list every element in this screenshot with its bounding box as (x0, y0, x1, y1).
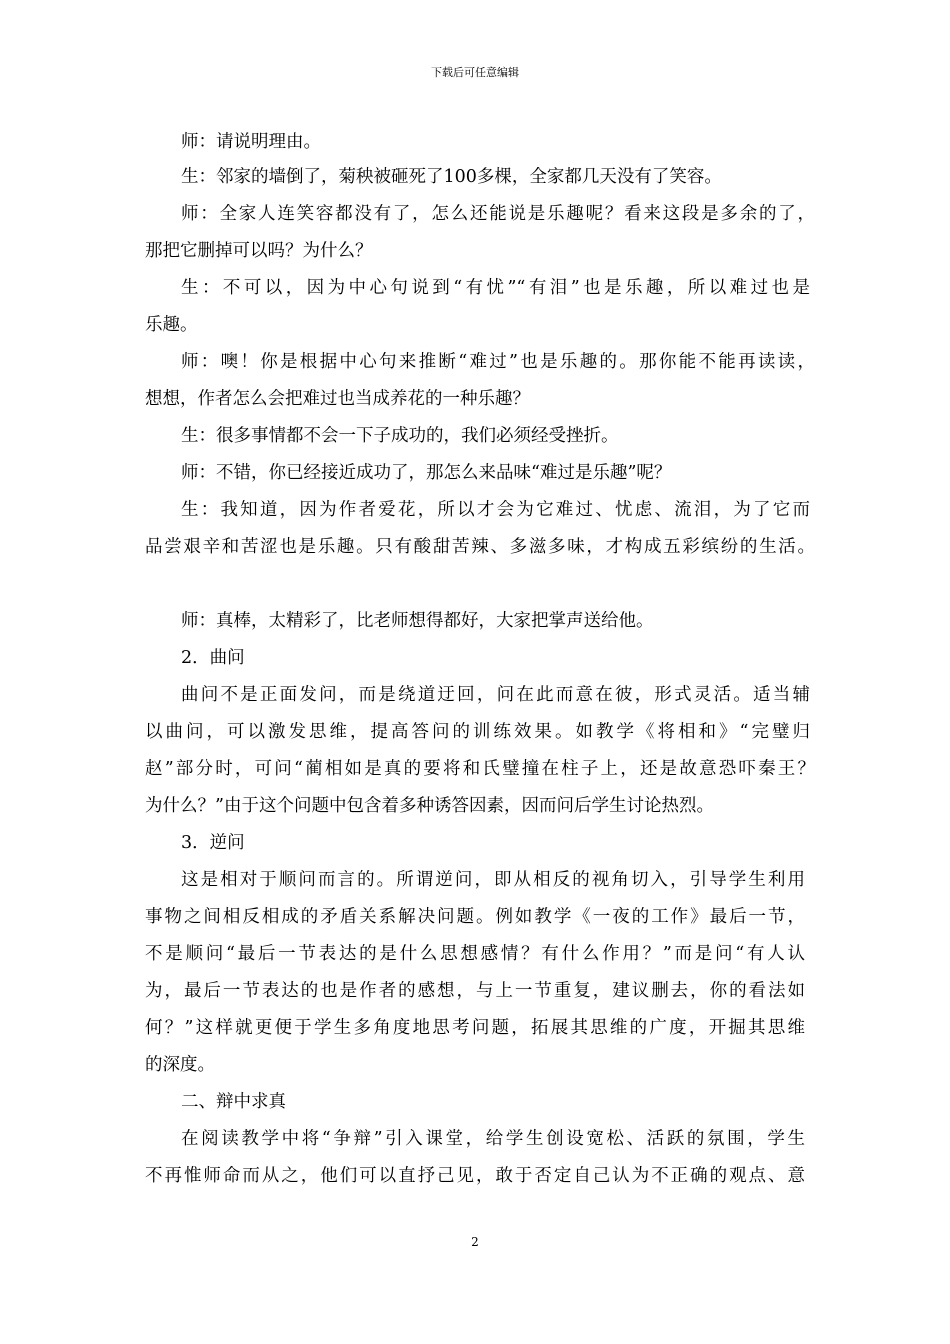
text-line: 想想，作者怎么会把难过也当成养花的一种乐趣？ (145, 389, 530, 409)
text-line: 不再惟师命而从之，他们可以直抒己见，敢于否定自己认为不正确的观点、意 (145, 1166, 805, 1186)
text-line: 师：全家人连笑容都没有了，怎么还能说是乐趣呢？看来这段是多余的了， (181, 204, 815, 224)
text-line: 生：邻家的墙倒了，菊秧被砸死了100多棵，全家都几天没有了笑容。 (181, 167, 722, 187)
text-line: 师：不错，你已经接近成功了，那怎么来品味“难过是乐趣”呢？ (181, 463, 672, 483)
text-line: 为什么？”由于这个问题中包含着多种诱答因素，因而问后学生讨论热烈。 (145, 796, 714, 816)
text-line: 的深度。 (145, 1055, 215, 1075)
text-line: 这是相对于顺问而言的。所谓逆问，即从相反的视角切入，引导学生利用 (181, 870, 805, 890)
page-header: 下载后可任意编辑 (431, 66, 519, 79)
section-heading: 2．曲问 (181, 648, 245, 668)
text-line: 曲问不是正面发问，而是绕道迂回，问在此而意在彼，形式灵活。适当辅 (181, 685, 810, 705)
text-line: 生：我知道，因为作者爱花，所以才会为它难过、忧虑、流泪，为了它而 (181, 500, 810, 520)
text-line: 以曲问，可以激发思维，提高答问的训练效果。如教学《将相和》“完璧归 (145, 722, 810, 742)
text-line: 乐趣。 (145, 315, 198, 335)
text-line: 师：噢！你是根据中心句来推断“难过”也是乐趣的。那你能不能再读读， (181, 352, 815, 372)
text-line: 师：真棒，太精彩了，比老师想得都好，大家把掌声送给他。 (181, 611, 654, 631)
text-line: 何？”这样就更便于学生多角度地思考问题，拓展其思维的广度，开掘其思维 (145, 1018, 805, 1038)
section-heading: 3．逆问 (181, 833, 245, 853)
text-line: 师：请说明理由。 (181, 132, 321, 152)
text-line: 事物之间相反相成的矛盾关系解决问题。例如教学《一夜的工作》最后一节， (145, 907, 805, 927)
text-line: 在阅读教学中将“争辩”引入课堂，给学生创设宽松、活跃的氛围，学生 (181, 1129, 805, 1149)
text-line: 品尝艰辛和苦涩也是乐趣。只有酸甜苦辣、多滋多味，才构成五彩缤纷的生活。 (145, 537, 815, 557)
text-line: 那把它删掉可以吗？为什么？ (145, 241, 373, 261)
section-heading: 二、辩中求真 (181, 1092, 286, 1112)
page-number: 2 (471, 1235, 479, 1249)
text-line: 生：很多事情都不会一下子成功的，我们必须经受挫折。 (181, 426, 619, 446)
text-line: 生：不可以，因为中心句说到“有忧”“有泪”也是乐趣，所以难过也是 (181, 278, 810, 298)
text-line: 不是顺问“最后一节表达的是什么思想感情？有什么作用？”而是问“有人认 (145, 944, 805, 964)
text-line: 赵”部分时，可问“蔺相如是真的要将和氏璧撞在柱子上，还是故意恐吓秦王？ (145, 759, 815, 779)
text-line: 为，最后一节表达的也是作者的感想，与上一节重复，建议删去，你的看法如 (145, 981, 805, 1001)
